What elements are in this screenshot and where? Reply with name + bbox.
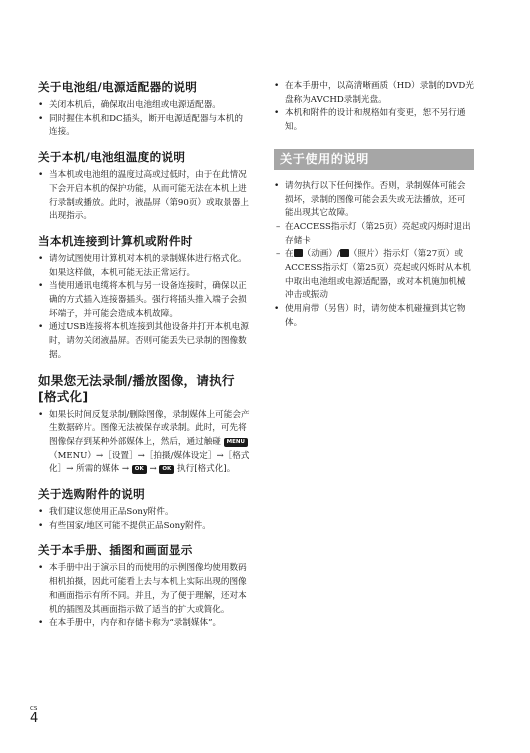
dash-item: – 在ACCESS指示灯（第25页）亮起或闪烁时退出存储卡 <box>274 221 474 248</box>
list-item: • 在本手册中，以高清晰画质（HD）录制的DVD光盘称为AVCHD录制光盘。 <box>274 80 474 107</box>
bullet-list <box>38 506 250 533</box>
right-column <box>274 80 474 331</box>
list-item: • 我们建议您使用正品Sony附件。 <box>38 506 250 520</box>
list-item: • 通过USB连接将本机连接到其他设备并打开本机电源时，请勿关闭液晶屏。否则可能丢失已录制的图像数据。 <box>38 321 250 362</box>
list-item: • 同时握住本机和DC插头，断开电源适配器与本机的连接。 <box>38 113 250 140</box>
left-column <box>38 80 250 641</box>
dash-text-b: （动画）/ <box>302 249 340 260</box>
dash-text-c: （照片）指示灯（第27页）或ACCESS指示灯（第25页）亮起或闪烁时从本机中取出电池组或电源适配器，或对本机施加机械冲击或振动 <box>285 249 471 301</box>
arrow-icon: → <box>149 464 157 475</box>
format-text-part3: 执行[格式化]。 <box>177 464 236 475</box>
section-banner: 关于使用的说明 <box>274 149 474 170</box>
movie-mode-icon <box>294 249 303 257</box>
list-item: • 有些国家/地区可能不提供正品Sony附件。 <box>38 520 250 534</box>
dash-list <box>274 221 474 303</box>
bullet-list <box>274 80 474 135</box>
section-manual <box>38 543 250 631</box>
list-item <box>38 409 250 478</box>
bullet-list <box>38 169 250 224</box>
bullet-list <box>38 253 250 363</box>
page-number: 4 <box>30 711 39 726</box>
bullet-list <box>38 409 250 478</box>
list-item: • 当本机或电池组的温度过高或过低时，由于在此情况下会开启本机的保护功能，从而可能无法在本机上进行录制或播放。此时，液晶屏（第90页）或取景器上出现指示。 <box>38 169 250 224</box>
section-format <box>38 373 250 478</box>
section-heading: 当本机连接到计算机或附件时 <box>38 233 193 248</box>
format-text-part2: （MENU）→［设置］→［拍摄/媒体设定］→［格式化］→ 所需的媒体 → <box>49 450 250 475</box>
language-code: CS <box>30 706 38 712</box>
menu-key-icon: MENU <box>224 438 248 447</box>
section-temperature <box>38 150 250 224</box>
section-heading: 关于选购附件的说明 <box>38 487 146 502</box>
bullet-list <box>38 562 250 631</box>
section-heading: 关于电池组/电源适配器的说明 <box>38 80 198 94</box>
camera-photo-icon <box>340 249 349 257</box>
list-item: • 关闭本机后，确保取出电池组或电源适配器。 <box>38 99 250 113</box>
list-item: • 本机和附件的设计和规格如有变更，恕不另行通知。 <box>274 107 474 134</box>
list-item: • 在本手册中，内存和存储卡称为“录制媒体”。 <box>38 617 250 631</box>
bullet-list <box>274 303 474 330</box>
list-item: • 当使用通讯电缆将本机与另一设备连接时，确保以正确的方式插入连接器插头。强行将插头推入端子会损坏端子，并可能会造成本机故障。 <box>38 280 250 321</box>
bullet-list <box>274 180 474 221</box>
format-text-part1: 如果长时间反复录制/删除图像，录制媒体上可能会产生数据碎片。图像无法被保存或录制。此时，可先将图像保存到某种外部媒体上，然后，通过触碰 <box>49 409 250 447</box>
list-item: • 使用肩带（另售）时，请勿使本机碰撞到其它物体。 <box>274 303 474 330</box>
section-battery-adapter <box>38 80 250 140</box>
section-heading: 如果您无法录制/播放图像，请执行[格式化] <box>38 372 235 404</box>
section-heading: 关于本机/电池组温度的说明 <box>38 150 186 165</box>
ok-key-icon: OK <box>159 465 174 474</box>
dash-item <box>274 248 474 303</box>
bullet-list <box>38 99 250 140</box>
ok-key-icon: OK <box>132 465 147 474</box>
section-heading: 关于本手册、插图和画面显示 <box>38 543 193 558</box>
list-item: • 请勿试图使用计算机对本机的录制媒体进行格式化。如果这样做，本机可能无法正常运行。 <box>38 253 250 280</box>
list-item: • 本手册中出于演示目的而使用的示例图像均使用数码相机拍摄，因此可能看上去与本机上实际出现的图像和画面指示有所不同。并且，为了便于理解，还对本机的插图及其画面指示做了适当的扩大或简化。 <box>38 562 250 617</box>
section-connection <box>38 234 250 363</box>
section-accessories <box>38 487 250 533</box>
page-footer <box>30 706 38 726</box>
list-item: • 请勿执行以下任何操作。否则，录制媒体可能会损坏，录制的图像可能会丢失或无法播放，还可能出现其它故障。 <box>274 180 474 221</box>
dash-text-a: 在 <box>285 249 294 260</box>
